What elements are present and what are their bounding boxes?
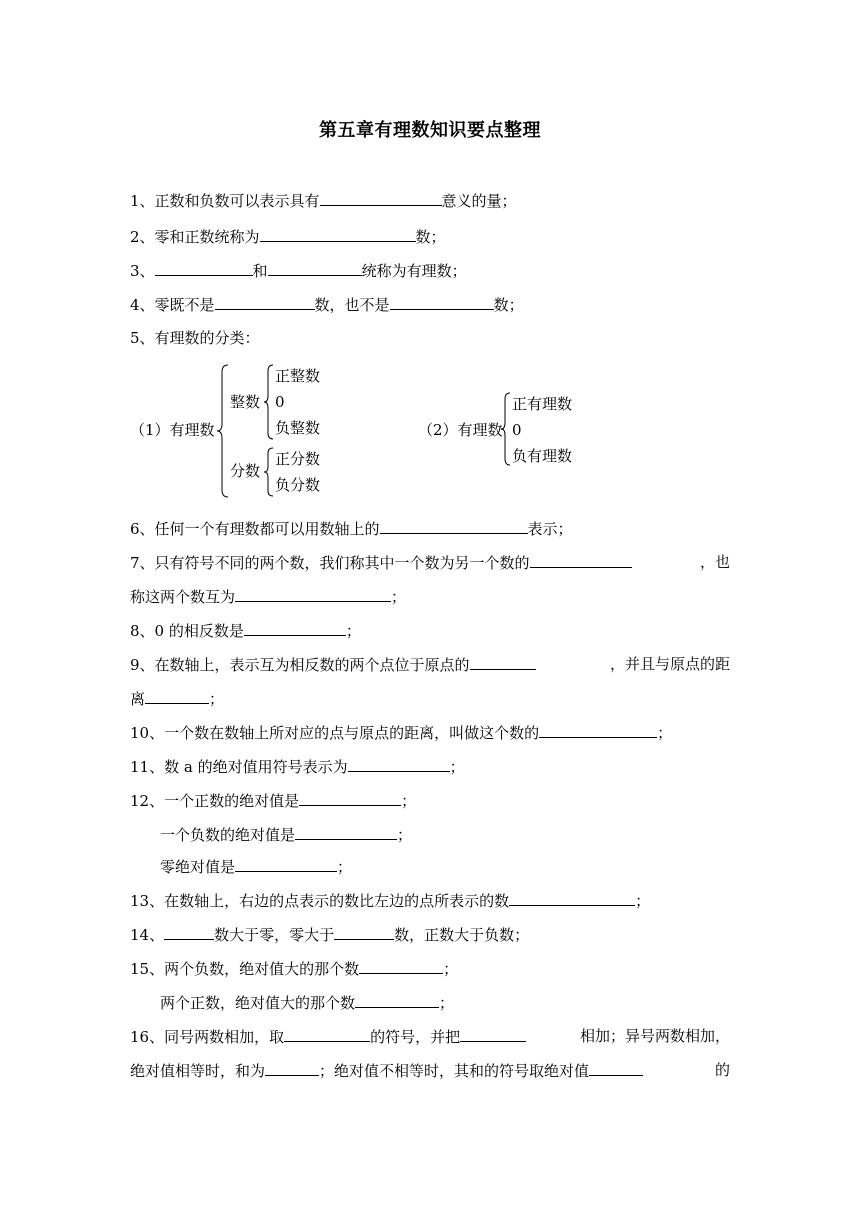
item-12b-text-a: 一个负数的绝对值是 bbox=[160, 826, 296, 844]
item-5: 5、有理数的分类： bbox=[130, 329, 260, 347]
item-4-text-c: 数； bbox=[493, 296, 524, 314]
blank-4b[interactable] bbox=[390, 294, 494, 310]
item-15b-text-a: 两个正数，绝对值大的那个数 bbox=[160, 994, 356, 1012]
item-4-text-a: 4、零既不是 bbox=[130, 296, 215, 314]
item-12-c bbox=[160, 856, 352, 877]
item-12-text-a: 12、一个正数的绝对值是 bbox=[130, 792, 300, 810]
item-16-cont bbox=[130, 1060, 730, 1081]
item-11 bbox=[130, 756, 465, 777]
item-12c-text-b: ； bbox=[337, 858, 353, 876]
class2-negative: 负有理数 bbox=[512, 447, 573, 465]
item-8-text-b: ； bbox=[345, 622, 361, 640]
item-15-text-b: ； bbox=[443, 960, 459, 978]
item-1-text-a: 1、正数和负数可以表示具有 bbox=[130, 192, 320, 210]
item-7b-text-a: 称这两个数互为 bbox=[130, 588, 236, 606]
item-16 bbox=[130, 1026, 730, 1047]
class1-integer-brace bbox=[263, 364, 275, 440]
item-13-text-b: ； bbox=[635, 892, 651, 910]
item-12 bbox=[130, 790, 416, 811]
item-12-b bbox=[160, 824, 412, 845]
item-16b-text-c: 的 bbox=[714, 1061, 730, 1079]
blank-16b[interactable] bbox=[460, 1026, 526, 1042]
item-9-text-a: 9、在数轴上，表示互为相反数的两个点位于原点的 bbox=[130, 656, 470, 674]
class1-integer: 整数 bbox=[230, 393, 261, 411]
item-6-text-b: 表示； bbox=[527, 520, 573, 538]
item-14-text-b: 数大于零，零大于 bbox=[214, 926, 335, 944]
item-6 bbox=[130, 518, 573, 539]
item-8 bbox=[130, 620, 361, 641]
class1-fraction-brace bbox=[263, 447, 275, 497]
item-11-text-a: 11、数 a 的绝对值用符号表示为 bbox=[130, 758, 348, 776]
item-9 bbox=[130, 654, 730, 675]
class1-neg-frac: 负分数 bbox=[275, 476, 321, 494]
blank-3a[interactable] bbox=[155, 260, 253, 276]
item-2-text-b: 数； bbox=[415, 228, 446, 246]
blank-12a[interactable] bbox=[299, 790, 401, 806]
item-9b-text-a: 离 bbox=[130, 690, 146, 708]
item-1 bbox=[130, 190, 517, 211]
item-4-text-b: 数，也不是 bbox=[314, 296, 390, 314]
item-9-cont bbox=[130, 688, 224, 709]
class1-pos-frac: 正分数 bbox=[275, 450, 321, 468]
blank-1[interactable] bbox=[320, 190, 442, 206]
class1-outer-brace bbox=[216, 364, 230, 498]
item-13-text-a: 13、在数轴上，右边的点表示的数比左边的点所表示的数 bbox=[130, 892, 510, 910]
item-16-text-b: 的符号，并把 bbox=[370, 1028, 461, 1046]
item-7 bbox=[130, 552, 730, 573]
item-7-text-a: 7、只有符号不同的两个数，我们称其中一个数为另一个数的 bbox=[130, 554, 530, 572]
item-12b-text-b: ； bbox=[397, 826, 413, 844]
blank-12c[interactable] bbox=[235, 856, 337, 872]
item-4 bbox=[130, 294, 524, 315]
class2-positive: 正有理数 bbox=[512, 395, 573, 413]
item-13 bbox=[130, 890, 650, 911]
blank-16a[interactable] bbox=[284, 1026, 370, 1042]
blank-6[interactable] bbox=[380, 518, 528, 534]
blank-14a[interactable] bbox=[164, 924, 214, 940]
blank-9b[interactable] bbox=[145, 688, 209, 704]
item-10-text-a: 10、一个数在数轴上所对应的点与原点的距离，叫做这个数的 bbox=[130, 724, 540, 742]
item-9b-text-b: ； bbox=[209, 690, 225, 708]
item-8-text-a: 8、0 的相反数是 bbox=[130, 622, 244, 640]
item-3-text-c: 统称为有理数； bbox=[361, 262, 467, 280]
blank-7b[interactable] bbox=[235, 586, 391, 602]
blank-16c[interactable] bbox=[265, 1060, 319, 1076]
blank-13[interactable] bbox=[509, 890, 635, 906]
item-7-cont bbox=[130, 586, 406, 607]
class2-label: （2）有理数 bbox=[418, 421, 503, 439]
item-16b-text-b: ；绝对值不相等时，其和的符号取绝对值 bbox=[319, 1062, 590, 1080]
item-14 bbox=[130, 924, 529, 945]
item-9-text-b: ，并且与原点的距 bbox=[609, 655, 730, 673]
blank-15a[interactable] bbox=[359, 958, 443, 974]
item-16b-text-a: 绝对值相等时，和为 bbox=[130, 1062, 266, 1080]
item-16-text-c: 相加；异号两数相加， bbox=[579, 1027, 730, 1045]
class2-brace bbox=[500, 392, 512, 466]
blank-14b[interactable] bbox=[334, 924, 394, 940]
blank-3b[interactable] bbox=[268, 260, 362, 276]
item-3 bbox=[130, 260, 467, 281]
class1-pos-int: 正整数 bbox=[275, 367, 321, 385]
page-title: 第五章有理数知识要点整理 bbox=[319, 120, 541, 141]
item-3-text-b: 和 bbox=[252, 262, 268, 280]
blank-8[interactable] bbox=[244, 620, 346, 636]
item-15b-text-b: ； bbox=[439, 994, 455, 1012]
item-10 bbox=[130, 722, 672, 743]
item-10-text-b: ； bbox=[657, 724, 673, 742]
class2-zero: 0 bbox=[512, 421, 522, 439]
class1-zero: 0 bbox=[275, 393, 285, 411]
blank-11[interactable] bbox=[348, 756, 450, 772]
class1-fraction: 分数 bbox=[230, 462, 261, 480]
item-12-text-b: ； bbox=[401, 792, 417, 810]
blank-7a[interactable] bbox=[530, 552, 632, 568]
blank-10[interactable] bbox=[539, 722, 657, 738]
item-16-text-a: 16、同号两数相加，取 bbox=[130, 1028, 285, 1046]
blank-16d[interactable] bbox=[589, 1060, 643, 1076]
item-3-text-a: 3、 bbox=[130, 262, 155, 280]
item-11-text-b: ； bbox=[449, 758, 465, 776]
item-1-text-b: 意义的量； bbox=[441, 192, 517, 210]
item-2 bbox=[130, 226, 446, 247]
blank-9a[interactable] bbox=[470, 654, 536, 670]
item-6-text-a: 6、任何一个有理数都可以用数轴上的 bbox=[130, 520, 380, 538]
class1-neg-int: 负整数 bbox=[275, 419, 321, 437]
item-7-text-b: ，也 bbox=[699, 553, 730, 571]
item-2-text-a: 2、零和正数统称为 bbox=[130, 228, 260, 246]
class1-label: （1）有理数 bbox=[130, 421, 215, 439]
item-14-text-c: 数，正数大于负数； bbox=[394, 926, 530, 944]
item-7b-text-b: ； bbox=[391, 588, 407, 606]
item-15-text-a: 15、两个负数，绝对值大的那个数 bbox=[130, 960, 360, 978]
blank-4a[interactable] bbox=[215, 294, 315, 310]
item-14-text-a: 14、 bbox=[130, 926, 165, 944]
item-12c-text-a: 零绝对值是 bbox=[160, 858, 236, 876]
blank-2[interactable] bbox=[260, 226, 416, 242]
blank-15b[interactable] bbox=[355, 992, 439, 1008]
blank-12b[interactable] bbox=[295, 824, 397, 840]
item-15 bbox=[130, 958, 458, 979]
item-15-b bbox=[160, 992, 454, 1013]
